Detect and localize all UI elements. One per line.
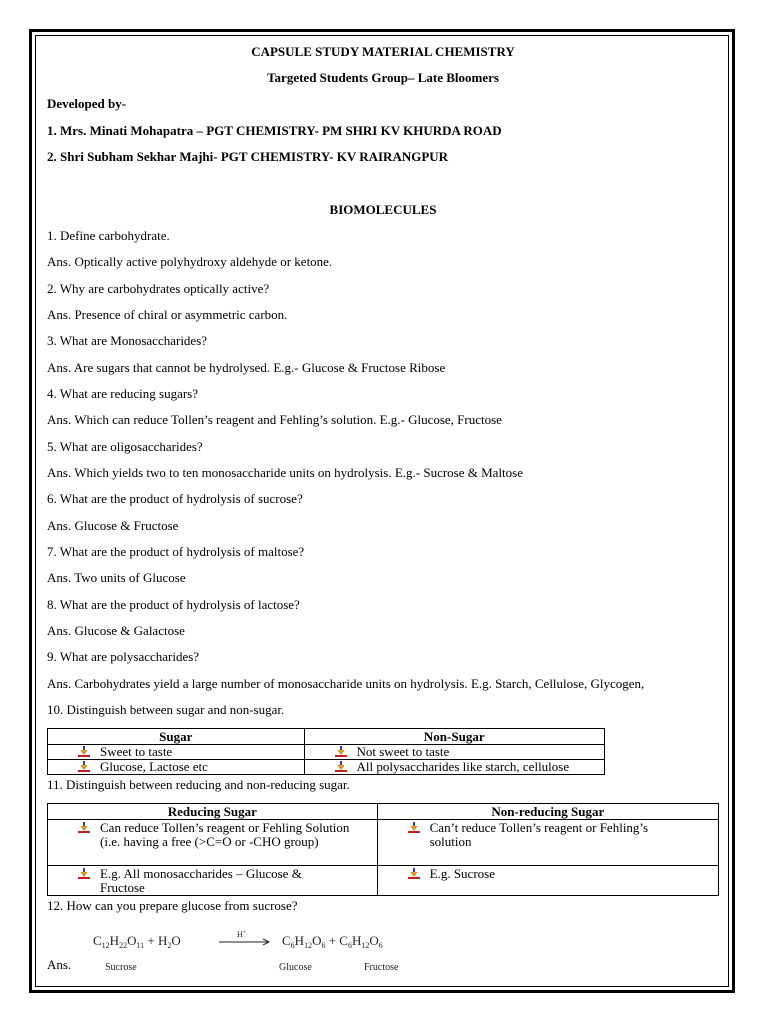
table-cell <box>48 866 378 896</box>
arrow-bullet-icon <box>335 746 348 758</box>
table-cell <box>48 760 305 775</box>
developed-by-label: Developed by- <box>47 96 127 111</box>
answer-2: Ans. Presence of chiral or asymmetric carbon. <box>47 307 288 322</box>
answer-5: Ans. Which yields two to ten monosaccharide units on hydrolysis. E.g.- Sucrose & Maltose <box>47 465 523 480</box>
table-row <box>48 866 719 896</box>
table-cell <box>377 866 718 896</box>
author-1: 1. Mrs. Minati Mohapatra – PGT CHEMISTRY- PM SHRI KV KHURDA ROAD <box>47 123 502 138</box>
table-header-cell: Reducing Sugar <box>48 804 378 820</box>
question-12: 12. How can you prepare glucose from sucrose? <box>47 898 298 913</box>
arrow-bullet-icon <box>78 761 91 773</box>
cell-text: Can’t reduce Tollen’s reagent or Fehling’s solution <box>429 820 649 849</box>
table-cell <box>377 820 718 866</box>
cell-text: All polysaccharides like starch, cellulose <box>356 759 570 774</box>
arrow-bullet-icon <box>335 761 348 773</box>
question-5: 5. What are oligosaccharides? <box>47 439 203 454</box>
cell-text: Sweet to taste <box>100 744 173 759</box>
arrow-bullet-icon <box>78 868 91 880</box>
question-11: 11. Distinguish between reducing and non-reducing sugar. <box>47 777 350 792</box>
table-header-row <box>48 804 719 820</box>
arrow-bullet-icon <box>78 822 91 834</box>
table-header-row <box>48 729 605 745</box>
table-cell <box>304 760 605 775</box>
answer-6: Ans. Glucose & Fructose <box>47 518 179 533</box>
arrow-bullet-icon <box>78 746 91 758</box>
table-row <box>48 745 605 760</box>
question-8: 8. What are the product of hydrolysis of lactose? <box>47 597 300 612</box>
svg-text:Fructose: Fructose <box>364 962 399 973</box>
table-cell <box>48 745 305 760</box>
table-row <box>48 760 605 775</box>
table-header-cell: Non-reducing Sugar <box>377 804 718 820</box>
question-4: 4. What are reducing sugars? <box>47 386 199 401</box>
author-2: 2. Shri Subham Sekhar Majhi- PGT CHEMISTRY- KV RAIRANGPUR <box>47 149 449 164</box>
cell-text: Glucose, Lactose etc <box>100 759 208 774</box>
svg-text:Glucose: Glucose <box>279 962 312 973</box>
cell-text: E.g. Sucrose <box>429 866 495 881</box>
question-10: 10. Distinguish between sugar and non-sugar. <box>47 702 285 717</box>
document-subtitle: Targeted Students Group– Late Bloomers <box>267 70 499 85</box>
answer-7: Ans. Two units of Glucose <box>47 570 186 585</box>
sugar-table <box>47 728 605 775</box>
svg-text:C12H22O11 + H2O: $C_{12}H_{22}O_{11} + H_2O$ <box>93 933 181 950</box>
table-cell <box>304 745 605 760</box>
question-6: 6. What are the product of hydrolysis of sucrose? <box>47 491 303 506</box>
question-7: 7. What are the product of hydrolysis of maltose? <box>47 544 305 559</box>
svg-text:C6H12O6 + C6H12O6: $C_6H_{12}O_6 + C_6H_{12}O_6$ <box>282 933 383 950</box>
table-row <box>48 820 719 866</box>
document-title: CAPSULE STUDY MATERIAL CHEMISTRY <box>251 44 515 59</box>
cell-text: E.g. All monosaccharides – Glucose & Fructose <box>100 866 302 895</box>
question-9: 9. What are polysaccharides? <box>47 649 200 664</box>
question-1: 1. Define carbohydrate. <box>47 228 170 243</box>
svg-text:Sucrose: Sucrose <box>105 962 137 973</box>
answer-8: Ans. Glucose & Galactose <box>47 623 185 638</box>
reducing-sugar-table <box>47 803 719 896</box>
hydrolysis-equation <box>91 925 431 973</box>
table-header-cell: Non-Sugar <box>304 729 605 745</box>
arrow-bullet-icon <box>408 822 421 834</box>
answer-3: Ans. Are sugars that cannot be hydrolysed. E.g.- Glucose & Fructose Ribose <box>47 360 446 375</box>
table-cell <box>48 820 378 866</box>
question-2: 2. Why are carbohydrates optically active? <box>47 281 270 296</box>
cell-text: Not sweet to taste <box>356 744 450 759</box>
table-header-cell: Sugar <box>48 729 305 745</box>
arrow-bullet-icon <box>408 868 421 880</box>
question-3: 3. What are Monosaccharides? <box>47 333 208 348</box>
cell-text: Can reduce Tollen’s reagent or Fehling Solution (i.e. having a free (>C=O or -CHO group) <box>100 820 350 849</box>
hydrolysis-equation-graphic <box>91 925 431 973</box>
answer-4: Ans. Which can reduce Tollen’s reagent and Fehling’s solution. E.g.- Glucose, Fructose <box>47 412 502 427</box>
answer-1: Ans. Optically active polyhydroxy aldehyde or ketone. <box>47 254 333 269</box>
answer-12-label: Ans. <box>47 957 72 972</box>
svg-text:H+: H+ <box>237 930 247 939</box>
section-title: BIOMOLECULES <box>329 202 437 217</box>
answer-9: Ans. Carbohydrates yield a large number of monosaccharide units on hydrolysis. E.g. Starch, Cellulose, Glycogen, <box>47 676 645 691</box>
